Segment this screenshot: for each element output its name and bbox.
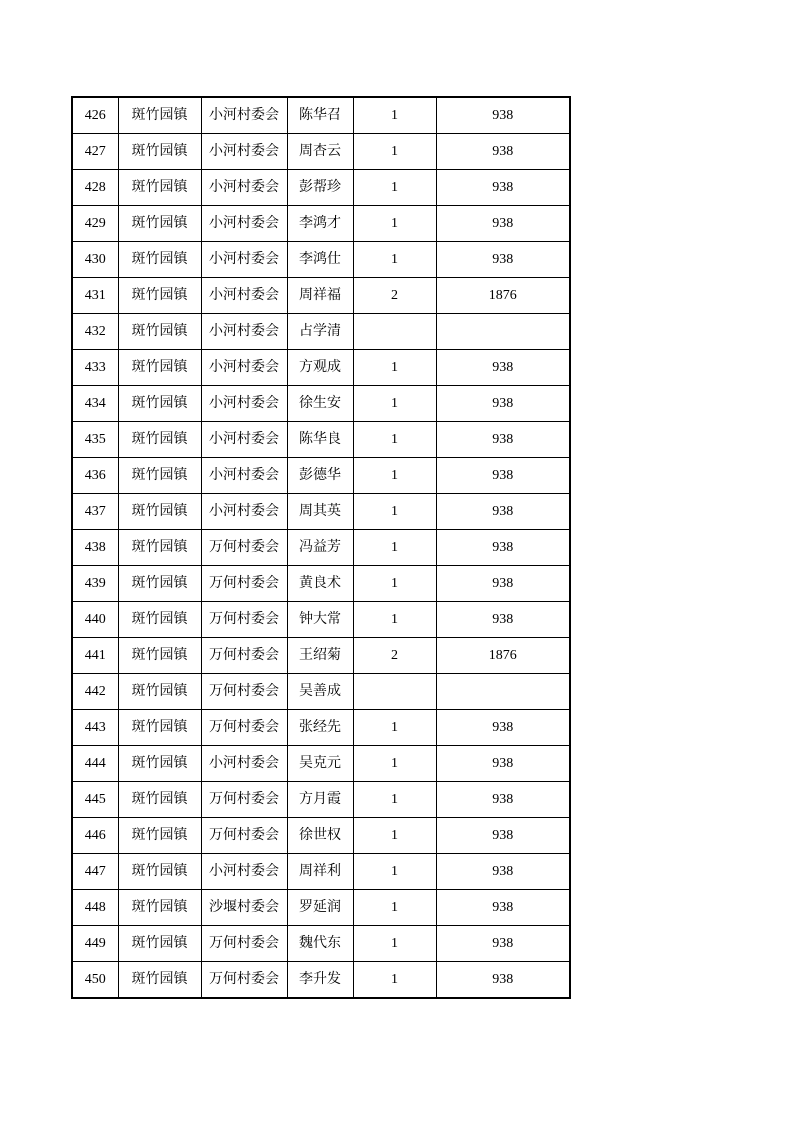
cell-town: 斑竹园镇 xyxy=(118,710,201,746)
table-row xyxy=(72,818,570,854)
cell-village: 万何村委会 xyxy=(201,818,287,854)
cell-amount: 938 xyxy=(436,494,570,530)
cell-index: 446 xyxy=(72,818,118,854)
cell-amount: 938 xyxy=(436,97,570,134)
table-row xyxy=(72,674,570,710)
cell-village: 万何村委会 xyxy=(201,674,287,710)
cell-index: 449 xyxy=(72,926,118,962)
cell-town: 斑竹园镇 xyxy=(118,97,201,134)
cell-amount: 938 xyxy=(436,350,570,386)
cell-name: 李鸿才 xyxy=(287,206,353,242)
table-row xyxy=(72,602,570,638)
cell-amount: 938 xyxy=(436,854,570,890)
cell-name: 王绍菊 xyxy=(287,638,353,674)
table-row xyxy=(72,962,570,999)
cell-village: 小河村委会 xyxy=(201,134,287,170)
cell-amount: 938 xyxy=(436,386,570,422)
cell-village: 小河村委会 xyxy=(201,97,287,134)
cell-amount: 938 xyxy=(436,458,570,494)
cell-amount: 1876 xyxy=(436,278,570,314)
cell-amount: 938 xyxy=(436,926,570,962)
cell-amount: 938 xyxy=(436,422,570,458)
cell-index: 441 xyxy=(72,638,118,674)
cell-count: 1 xyxy=(353,890,436,926)
cell-village: 小河村委会 xyxy=(201,458,287,494)
cell-village: 万何村委会 xyxy=(201,710,287,746)
cell-village: 沙堰村委会 xyxy=(201,890,287,926)
cell-index: 442 xyxy=(72,674,118,710)
cell-amount: 938 xyxy=(436,782,570,818)
cell-town: 斑竹园镇 xyxy=(118,962,201,999)
table-row xyxy=(72,170,570,206)
cell-village: 小河村委会 xyxy=(201,170,287,206)
cell-index: 430 xyxy=(72,242,118,278)
cell-count: 1 xyxy=(353,782,436,818)
cell-amount: 938 xyxy=(436,602,570,638)
cell-name: 方观成 xyxy=(287,350,353,386)
table-row xyxy=(72,386,570,422)
table-row xyxy=(72,458,570,494)
cell-name: 吴克元 xyxy=(287,746,353,782)
cell-town: 斑竹园镇 xyxy=(118,494,201,530)
cell-town: 斑竹园镇 xyxy=(118,242,201,278)
cell-name: 占学清 xyxy=(287,314,353,350)
cell-name: 李升发 xyxy=(287,962,353,999)
cell-name: 周其英 xyxy=(287,494,353,530)
cell-index: 448 xyxy=(72,890,118,926)
cell-town: 斑竹园镇 xyxy=(118,566,201,602)
table-row xyxy=(72,710,570,746)
table-row xyxy=(72,566,570,602)
cell-town: 斑竹园镇 xyxy=(118,350,201,386)
cell-count xyxy=(353,674,436,710)
table-row xyxy=(72,278,570,314)
cell-amount: 938 xyxy=(436,962,570,999)
cell-amount xyxy=(436,314,570,350)
cell-amount: 938 xyxy=(436,818,570,854)
cell-name: 方月霞 xyxy=(287,782,353,818)
cell-count: 1 xyxy=(353,854,436,890)
cell-name: 吴善成 xyxy=(287,674,353,710)
cell-village: 小河村委会 xyxy=(201,314,287,350)
cell-count: 1 xyxy=(353,134,436,170)
cell-town: 斑竹园镇 xyxy=(118,782,201,818)
cell-village: 小河村委会 xyxy=(201,386,287,422)
cell-index: 429 xyxy=(72,206,118,242)
cell-amount: 938 xyxy=(436,242,570,278)
cell-amount: 938 xyxy=(436,530,570,566)
cell-amount: 938 xyxy=(436,206,570,242)
cell-name: 周祥福 xyxy=(287,278,353,314)
cell-village: 万何村委会 xyxy=(201,530,287,566)
cell-village: 小河村委会 xyxy=(201,854,287,890)
cell-amount: 938 xyxy=(436,134,570,170)
cell-name: 彭德华 xyxy=(287,458,353,494)
table-row xyxy=(72,422,570,458)
cell-name: 陈华召 xyxy=(287,97,353,134)
cell-town: 斑竹园镇 xyxy=(118,854,201,890)
cell-index: 426 xyxy=(72,97,118,134)
cell-count: 1 xyxy=(353,386,436,422)
cell-village: 万何村委会 xyxy=(201,962,287,999)
cell-count: 1 xyxy=(353,170,436,206)
cell-count xyxy=(353,314,436,350)
table-row xyxy=(72,242,570,278)
cell-count: 1 xyxy=(353,566,436,602)
cell-amount: 938 xyxy=(436,746,570,782)
cell-count: 1 xyxy=(353,494,436,530)
cell-amount: 938 xyxy=(436,566,570,602)
cell-town: 斑竹园镇 xyxy=(118,314,201,350)
table-row xyxy=(72,638,570,674)
cell-village: 万何村委会 xyxy=(201,566,287,602)
cell-town: 斑竹园镇 xyxy=(118,386,201,422)
table-row xyxy=(72,530,570,566)
cell-count: 2 xyxy=(353,638,436,674)
cell-count: 1 xyxy=(353,422,436,458)
cell-village: 小河村委会 xyxy=(201,350,287,386)
cell-index: 428 xyxy=(72,170,118,206)
cell-town: 斑竹园镇 xyxy=(118,458,201,494)
data-table xyxy=(71,96,571,999)
cell-name: 徐世权 xyxy=(287,818,353,854)
table-row xyxy=(72,134,570,170)
cell-name: 冯益芳 xyxy=(287,530,353,566)
cell-index: 437 xyxy=(72,494,118,530)
cell-town: 斑竹园镇 xyxy=(118,818,201,854)
cell-village: 小河村委会 xyxy=(201,242,287,278)
cell-index: 450 xyxy=(72,962,118,999)
cell-index: 432 xyxy=(72,314,118,350)
table-row xyxy=(72,890,570,926)
cell-town: 斑竹园镇 xyxy=(118,206,201,242)
cell-amount: 938 xyxy=(436,170,570,206)
table-row xyxy=(72,97,570,134)
table-row xyxy=(72,746,570,782)
cell-town: 斑竹园镇 xyxy=(118,746,201,782)
cell-count: 1 xyxy=(353,710,436,746)
table-row xyxy=(72,314,570,350)
cell-name: 周祥利 xyxy=(287,854,353,890)
table-row xyxy=(72,854,570,890)
cell-index: 435 xyxy=(72,422,118,458)
cell-village: 小河村委会 xyxy=(201,746,287,782)
table-row xyxy=(72,206,570,242)
cell-village: 小河村委会 xyxy=(201,422,287,458)
cell-name: 彭帮珍 xyxy=(287,170,353,206)
cell-town: 斑竹园镇 xyxy=(118,602,201,638)
cell-name: 陈华良 xyxy=(287,422,353,458)
cell-count: 1 xyxy=(353,926,436,962)
cell-town: 斑竹园镇 xyxy=(118,890,201,926)
cell-count: 1 xyxy=(353,746,436,782)
cell-village: 小河村委会 xyxy=(201,494,287,530)
cell-index: 431 xyxy=(72,278,118,314)
cell-town: 斑竹园镇 xyxy=(118,278,201,314)
cell-index: 445 xyxy=(72,782,118,818)
table-row xyxy=(72,494,570,530)
cell-index: 436 xyxy=(72,458,118,494)
cell-village: 万何村委会 xyxy=(201,782,287,818)
cell-village: 小河村委会 xyxy=(201,206,287,242)
cell-name: 李鸿仕 xyxy=(287,242,353,278)
cell-index: 440 xyxy=(72,602,118,638)
cell-name: 魏代东 xyxy=(287,926,353,962)
cell-amount xyxy=(436,674,570,710)
cell-count: 1 xyxy=(353,350,436,386)
cell-amount: 1876 xyxy=(436,638,570,674)
cell-town: 斑竹园镇 xyxy=(118,638,201,674)
cell-name: 周杏云 xyxy=(287,134,353,170)
cell-count: 1 xyxy=(353,818,436,854)
cell-village: 万何村委会 xyxy=(201,926,287,962)
cell-count: 1 xyxy=(353,206,436,242)
cell-name: 罗延润 xyxy=(287,890,353,926)
cell-name: 徐生安 xyxy=(287,386,353,422)
cell-count: 1 xyxy=(353,97,436,134)
cell-index: 444 xyxy=(72,746,118,782)
cell-name: 张经先 xyxy=(287,710,353,746)
table-body xyxy=(72,97,570,998)
cell-town: 斑竹园镇 xyxy=(118,134,201,170)
cell-village: 小河村委会 xyxy=(201,278,287,314)
cell-count: 1 xyxy=(353,962,436,999)
cell-amount: 938 xyxy=(436,890,570,926)
cell-town: 斑竹园镇 xyxy=(118,926,201,962)
cell-index: 439 xyxy=(72,566,118,602)
cell-index: 433 xyxy=(72,350,118,386)
cell-count: 2 xyxy=(353,278,436,314)
cell-index: 434 xyxy=(72,386,118,422)
cell-town: 斑竹园镇 xyxy=(118,422,201,458)
cell-index: 443 xyxy=(72,710,118,746)
cell-index: 447 xyxy=(72,854,118,890)
cell-count: 1 xyxy=(353,242,436,278)
cell-amount: 938 xyxy=(436,710,570,746)
cell-name: 黄良术 xyxy=(287,566,353,602)
cell-town: 斑竹园镇 xyxy=(118,674,201,710)
cell-name: 钟大常 xyxy=(287,602,353,638)
cell-index: 427 xyxy=(72,134,118,170)
cell-village: 万何村委会 xyxy=(201,638,287,674)
cell-index: 438 xyxy=(72,530,118,566)
cell-town: 斑竹园镇 xyxy=(118,530,201,566)
table-row xyxy=(72,926,570,962)
cell-town: 斑竹园镇 xyxy=(118,170,201,206)
cell-count: 1 xyxy=(353,602,436,638)
cell-count: 1 xyxy=(353,530,436,566)
table-row xyxy=(72,350,570,386)
cell-village: 万何村委会 xyxy=(201,602,287,638)
cell-count: 1 xyxy=(353,458,436,494)
table-row xyxy=(72,782,570,818)
